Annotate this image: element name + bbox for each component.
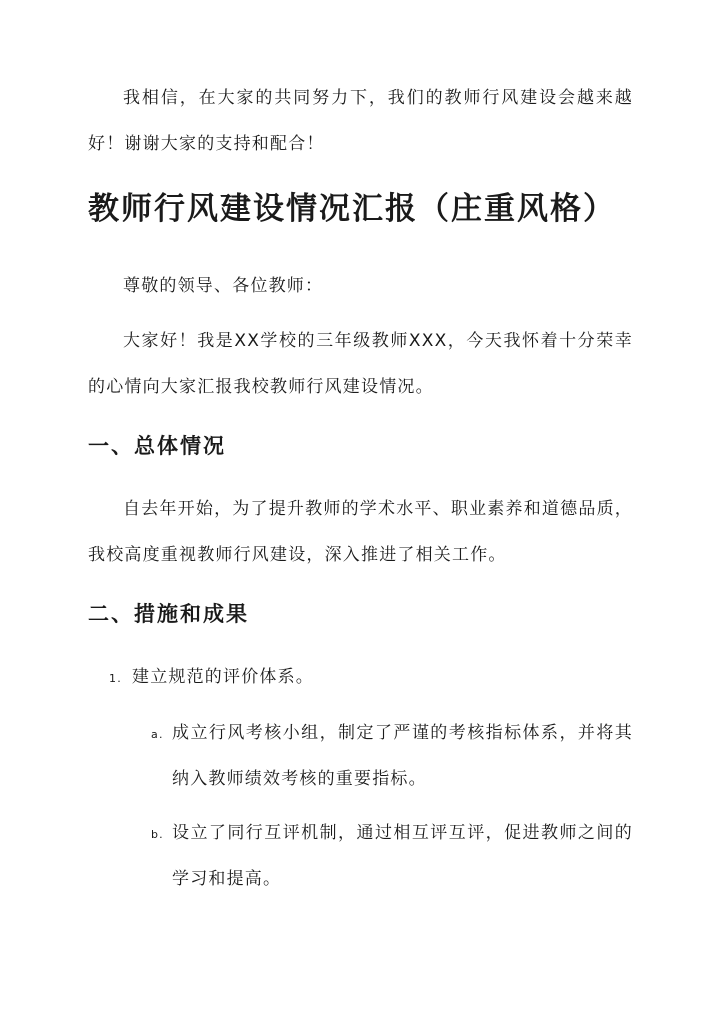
section-heading-measures: 二、措施和成果	[88, 602, 249, 626]
list-item	[88, 654, 633, 700]
section-body-overall: 自去年开始，为了提升教师的学术水平、职业素养和道德品质，我校高度重视教师行风建设，深入推进了相关工作。	[88, 499, 633, 565]
list-marker: 1.	[109, 672, 122, 685]
sub-list-item	[88, 810, 633, 902]
salutation: 尊敬的领导、各位教师：	[123, 276, 324, 296]
section-heading-overall: 一、总体情况	[88, 434, 226, 458]
list-item-text: 建立规范的评价体系。	[132, 667, 314, 687]
sub-list-item	[88, 710, 633, 802]
sub-list-item-text: 设立了同行互评机制，通过相互评互评，促进教师之间的学习和提高。	[172, 823, 633, 889]
closing-paragraph: 我相信，在大家的共同努力下，我们的教师行风建设会越来越好！谢谢大家的支持和配合！	[88, 88, 633, 154]
opening-paragraph: 大家好！我是XX学校的三年级教师XXX，今天我怀着十分荣幸的心情向大家汇报我校教师行风建设情况。	[88, 331, 633, 397]
sub-list-marker: a.	[151, 728, 164, 741]
sub-list-item-text: 成立行风考核小组，制定了严谨的考核指标体系，并将其纳入教师绩效考核的重要指标。	[172, 723, 633, 789]
document-title: 教师行风建设情况汇报（庄重风格）	[88, 191, 616, 227]
sub-list-marker: b.	[151, 828, 164, 841]
